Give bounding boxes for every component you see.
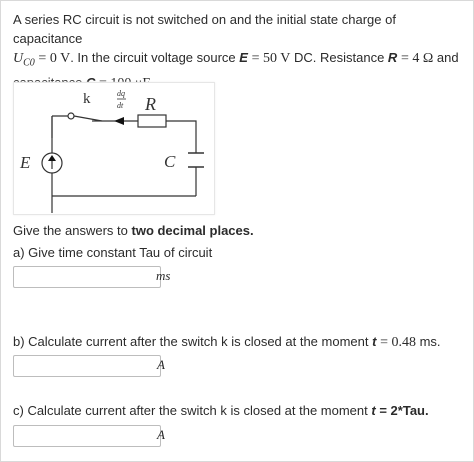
circuit-svg (14, 83, 214, 214)
instructions (13, 222, 254, 240)
e-value: = 50 V (251, 51, 291, 66)
capacitor-label: C (164, 152, 176, 171)
current-arrow-icon (114, 117, 124, 125)
uc0-value: = 0 V (38, 51, 71, 66)
intro-text-4: and (436, 50, 459, 65)
question-b-t-value: = 0.48 (380, 335, 416, 350)
answer-b-unit: A (157, 357, 165, 372)
wire-top-right (166, 121, 196, 153)
instructions-text: Give the answers to (13, 223, 132, 238)
r-value: = 4 Ω (400, 51, 434, 66)
question-b-t-symbol: t (372, 334, 377, 349)
resistor-label: R (145, 94, 156, 114)
question-a-text: a) Give time constant Tau of circuit (13, 245, 213, 260)
question-c-text (13, 402, 429, 420)
dq-numerator: dq (117, 89, 125, 98)
answer-c-input[interactable] (13, 425, 161, 447)
answer-a-unit: ms (156, 268, 171, 283)
intro-text-1: A series RC circuit is not switched on and the initial state charge of capacitance (13, 12, 396, 46)
switch-label: k (83, 91, 91, 107)
circuit-diagram (13, 82, 215, 215)
e-symbol: E (239, 50, 248, 65)
switch-blade (74, 116, 102, 121)
answer-c-unit: A (157, 427, 165, 442)
question-c-t-symbol: t (371, 403, 376, 418)
problem-statement (13, 10, 463, 93)
question-c-t-value: = 2*Tau. (379, 403, 429, 418)
intro-text-3: DC. Resistance (293, 50, 385, 65)
r-symbol: R (387, 50, 398, 65)
resistor-symbol (138, 115, 166, 127)
intro-text-2: . In the circuit voltage source (70, 50, 236, 65)
instructions-bold: two decimal places. (131, 223, 254, 238)
answer-b-input[interactable] (13, 355, 161, 377)
capacitor-symbol (188, 153, 204, 167)
uc0-subscript: C0 (23, 57, 35, 69)
question-c-prefix: c) Calculate current after the switch k is closed at the moment (13, 403, 372, 418)
dq-denominator: dt (117, 101, 124, 110)
question-b-text (13, 333, 441, 352)
answer-a-input[interactable] (13, 266, 161, 288)
source-label: E (20, 153, 31, 172)
uc0-symbol: U (13, 51, 24, 66)
question-b-suffix: ms. (415, 334, 441, 349)
switch-terminal (68, 113, 74, 119)
question-b-prefix: b) Calculate current after the switch k is closed at the moment (13, 334, 373, 349)
